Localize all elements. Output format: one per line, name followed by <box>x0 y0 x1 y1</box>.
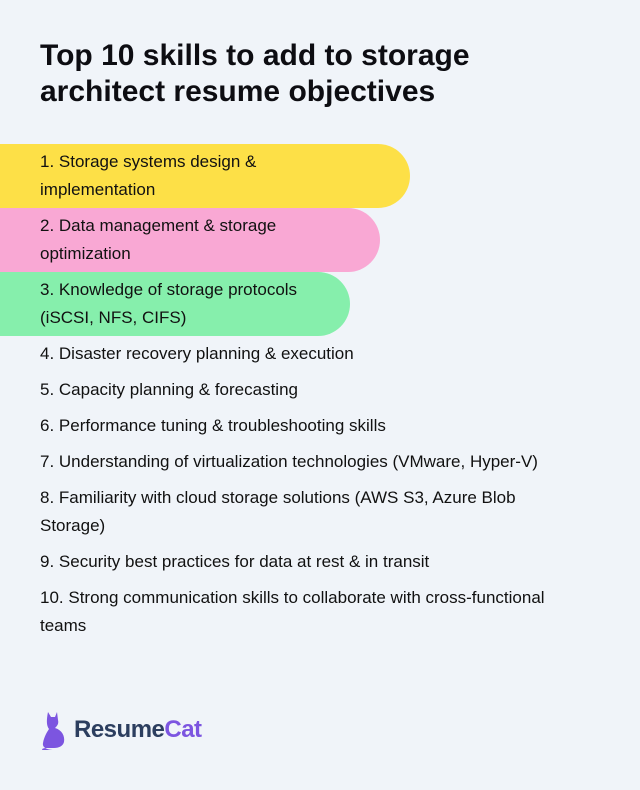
resumecat-logo <box>40 710 202 750</box>
list-item <box>0 444 640 480</box>
item-label: 2. Data management & storage optimization <box>40 216 277 263</box>
cat-icon <box>40 710 68 750</box>
item-label: 7. Understanding of virtualization technologies (VMware, Hyper-V) <box>40 452 538 471</box>
list-item <box>0 144 410 208</box>
item-label: 10. Strong communication skills to collaborate with cross-functional teams <box>40 588 545 635</box>
item-label: 1. Storage systems design & implementation <box>40 152 257 199</box>
logo-text-resume: Resume <box>74 716 165 743</box>
page-title: Top 10 skills to add to storage architect resume objectives <box>40 39 470 108</box>
skills-list <box>0 144 640 644</box>
list-item <box>0 336 640 372</box>
list-item <box>0 272 350 336</box>
item-label: 3. Knowledge of storage protocols (iSCSI, NFS, CIFS) <box>40 280 298 327</box>
item-label: 8. Familiarity with cloud storage solutions (AWS S3, Azure Blob Storage) <box>40 488 516 535</box>
item-label: 6. Performance tuning & troubleshooting skills <box>40 416 386 435</box>
list-item <box>0 580 640 644</box>
list-item <box>0 208 380 272</box>
logo-text-cat: Cat <box>164 716 202 743</box>
item-label: 4. Disaster recovery planning & execution <box>40 344 354 363</box>
list-item <box>0 480 640 544</box>
list-item <box>0 372 640 408</box>
item-label: 5. Capacity planning & forecasting <box>40 380 298 399</box>
list-item <box>0 544 640 580</box>
item-label: 9. Security best practices for data at rest & in transit <box>40 552 430 571</box>
list-item <box>0 408 640 444</box>
